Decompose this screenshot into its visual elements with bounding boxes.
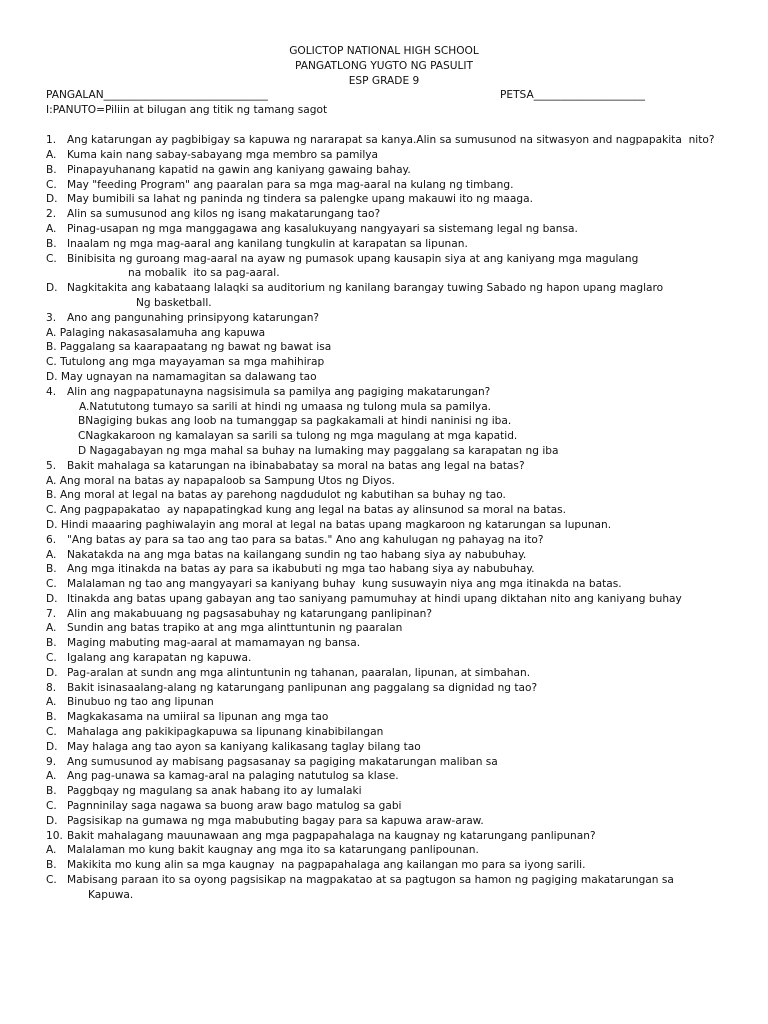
choice-line <box>46 577 700 592</box>
name-field: PANGALAN_______________________________ <box>46 89 268 102</box>
text-line <box>46 888 700 903</box>
question-text: Bakit isinasaalang-alang ng katarungang panlipunan ang paggalang sa dignidad ng tao? <box>67 681 538 694</box>
grade-level: ESP GRADE 9 <box>348 74 420 87</box>
choice-text: Magkakasama na umiiral sa lipunan ang mga tao <box>67 711 329 724</box>
choice-letter: D. <box>46 740 58 753</box>
question-line <box>46 311 700 326</box>
question-line <box>46 385 700 400</box>
choice-line <box>46 799 700 814</box>
choice-line <box>46 281 700 296</box>
choice-letter: D. <box>46 193 58 206</box>
choice-text: D. Hindi maaaring paghiwalayin ang moral at legal na batas upang magkaroon ng katarungan sa lupunan. <box>46 518 612 531</box>
question-line <box>46 133 715 148</box>
choice-line <box>46 725 700 740</box>
question-number: 8. <box>46 681 57 694</box>
choice-text: Malalaman ng tao ang mangyayari sa kaniyang buhay kung susuwayin niya ang mga itinakda na batas. <box>67 578 622 591</box>
student-info-row <box>0 88 768 103</box>
choice-letter: C. <box>46 874 57 887</box>
text-line <box>46 296 700 311</box>
choice-line <box>46 621 700 636</box>
question-text: Ang katarungan ay pagbibigay sa kapuwa ng nararapat sa kanya.Alin sa sumusunod na sitwasyon and nagpapakita nito? <box>67 134 715 147</box>
choice-text: D. May ugnayan na namamagitan sa dalawang tao <box>46 370 317 383</box>
choice-text: Kapuwa. <box>88 888 134 901</box>
choice-letter: A. <box>46 770 57 783</box>
question-text: Bakit mahalaga sa katarungan na ibinababatay sa moral na batas ang legal na batas? <box>67 459 525 472</box>
choice-line <box>46 148 700 163</box>
question-line <box>46 829 700 844</box>
text-line <box>46 488 700 503</box>
choice-line <box>46 636 700 651</box>
choice-text: Pag-aralan at sundn ang mga alintuntunin ng tahanan, paaralan, lipunan, at simbahan. <box>67 666 531 679</box>
question-number: 7. <box>46 607 57 620</box>
choice-letter: D. <box>46 282 58 295</box>
text-line <box>46 400 700 415</box>
exam-header <box>0 44 768 88</box>
choice-letter: D. <box>46 666 58 679</box>
choice-text: Makikita mo kung alin sa mga kaugnay na pagpapahalaga ang kailangan mo para sa iyong sarili. <box>67 859 586 872</box>
choice-line <box>46 592 700 607</box>
choice-line <box>46 769 700 784</box>
choice-line <box>46 651 700 666</box>
choice-line <box>46 222 700 237</box>
choice-letter: A. <box>46 548 57 561</box>
choice-line <box>46 710 700 725</box>
choice-line <box>46 178 700 193</box>
choice-text: Ng basketball. <box>136 296 212 309</box>
choice-text: B. Ang moral at legal na batas ay parehong nagdudulot ng kabutihan sa buhay ng tao. <box>46 489 506 502</box>
question-text: Ang sumusunod ay mabisang pagsasanay sa pagiging makatarungan maliban sa <box>67 755 498 768</box>
choice-letter: C. <box>46 252 57 265</box>
text-line <box>46 444 700 459</box>
choice-text: Malalaman mo kung bakit kaugnay ang mga ito sa katarungang panlipounan. <box>67 844 479 857</box>
choice-text: Inaalam ng mga mag-aaral ang kanilang tungkulin at karapatan sa lipunan. <box>67 237 468 250</box>
question-number: 5. <box>46 459 57 472</box>
choice-letter: B. <box>46 859 57 872</box>
choice-line <box>46 237 700 252</box>
choice-text: May bumibili sa lahat ng paninda ng tindera sa palengke upang makauwi ito ng maaga. <box>67 193 533 206</box>
choice-text: Itinakda ang batas upang gabayan ang tao saniyang pamumuhay at hindi upang diktahan nito ang kaniyang buhay <box>67 592 682 605</box>
choice-letter: A. <box>46 696 57 709</box>
choice-line <box>46 843 700 858</box>
choice-text: Igalang ang karapatan ng kapuwa. <box>67 652 252 665</box>
choice-text: Maging mabuting mag-aaral at mamamayan ng bansa. <box>67 637 361 650</box>
choice-text: A. Ang moral na batas ay napapaloob sa Sampung Utos ng Diyos. <box>46 474 395 487</box>
date-field: PETSA_____________________ <box>500 89 645 102</box>
text-line <box>46 429 700 444</box>
question-number: 6. <box>46 533 57 546</box>
text-line <box>46 370 700 385</box>
choice-text: Nakatakda na ang mga batas na kailangang sundin ng tao habang siya ay nabubuhay. <box>67 548 527 561</box>
choice-text: May "feeding Program" ang paaralan para sa mga mag-aaral na kulang ng timbang. <box>67 178 514 191</box>
exam-title: PANGATLONG YUGTO NG PASULIT <box>294 59 474 72</box>
choice-letter: B. <box>46 163 57 176</box>
choice-line <box>46 873 700 888</box>
choice-text: BNagiging bukas ang loob na tumanggap sa pagkakamali at hindi naninisi ng iba. <box>78 415 512 428</box>
text-line <box>46 518 700 533</box>
question-number: 9. <box>46 755 57 768</box>
choice-letter: D. <box>46 814 58 827</box>
question-number: 1. <box>46 134 57 147</box>
text-line <box>46 503 700 518</box>
choice-letter: A. <box>46 148 57 161</box>
choice-text: B. Paggalang sa kaarapaatang ng bawat ng bawat isa <box>46 341 332 354</box>
choice-letter: C. <box>46 178 57 191</box>
choice-text: Binubuo ng tao ang lipunan <box>67 696 214 709</box>
choice-text: Pagsisikap na gumawa ng mga mabubuting bagay para sa kapuwa araw-araw. <box>67 814 484 827</box>
question-line <box>46 459 700 474</box>
choice-text: A.Natututong tumayo sa sarili at hindi ng umaasa ng tulong mula sa pamilya. <box>79 400 492 413</box>
choice-text: Kuma kain nang sabay-sabayang mga membro sa pamilya <box>67 148 379 161</box>
instructions: I:PANUTO=Piliin at bilugan ang titik ng tamang sagot <box>46 104 328 117</box>
text-line <box>46 355 700 370</box>
text-line <box>46 266 700 281</box>
question-text: Bakit mahalagang mauunawaan ang mga pagpapahalaga na kaugnay ng katarungang panlipunan? <box>67 829 596 842</box>
choice-text: Mahalaga ang pakikipagkapuwa sa lipunang kinabibilangan <box>67 726 384 739</box>
choice-letter: C. <box>46 652 57 665</box>
text-line <box>46 474 700 489</box>
choice-text: A. Palaging nakasasalamuha ang kapuwa <box>46 326 266 339</box>
choice-text: Pagnninilay saga nagawa sa buong araw bago matulog sa gabi <box>67 800 402 813</box>
choice-line <box>46 548 700 563</box>
question-number: 2. <box>46 208 57 221</box>
choice-letter: A. <box>46 222 57 235</box>
question-number: 10. <box>46 829 63 842</box>
choice-text: Binibisita ng guroang mag-aaral na ayaw ng pumasok upang kausapin siya at ang kaniyang mga magulang <box>67 252 639 265</box>
choice-text: Ang pag-unawa sa kamag-aral na palaging natutulog sa klase. <box>67 770 399 783</box>
choice-letter: C. <box>46 726 57 739</box>
question-text: Alin ang nagpapatunayna nagsisimula sa pamilya ang pagiging makatarungan? <box>67 385 491 398</box>
choice-line <box>46 252 700 267</box>
choice-text: Nagkitakita ang kabataang lalaqki sa auditorium ng kanilang barangay tuwing Sabado ng hapon upang maglaro <box>67 282 664 295</box>
question-number: 3. <box>46 311 57 324</box>
choice-text: Sundin ang batas trapiko at ang mga alinttuntunin ng paaralan <box>67 622 403 635</box>
choice-text: C. Tutulong ang mga mayayaman sa mga mahihirap <box>46 356 325 369</box>
choice-text: Paggbqay ng magulang sa anak habang ito ay lumalaki <box>67 785 362 798</box>
choice-text: na mobalik ito sa pag-aaral. <box>128 267 280 280</box>
choice-line <box>46 163 700 178</box>
choice-letter: D. <box>46 592 58 605</box>
choice-letter: C. <box>46 578 57 591</box>
choice-line <box>46 695 700 710</box>
choice-text: Pinapayuhanang kapatid na gawin ang kaniyang gawaing bahay. <box>67 163 411 176</box>
text-line <box>46 340 700 355</box>
choice-line <box>46 814 700 829</box>
question-text: Alin sa sumusunod ang kilos ng isang makatarungang tao? <box>67 208 381 221</box>
choice-line <box>46 740 700 755</box>
choice-text: Pinag-usapan ng mga manggagawa ang kasalukuyang nangyayari sa sistemang legal ng bansa. <box>67 222 578 235</box>
question-line <box>46 681 700 696</box>
choice-letter: B. <box>46 711 57 724</box>
question-text: Ano ang pangunahing prinsipyong katarungan? <box>67 311 320 324</box>
choice-letter: B. <box>46 785 57 798</box>
question-line <box>46 755 700 770</box>
question-list <box>0 133 715 902</box>
question-text: "Ang batas ay para sa tao ang tao para sa batas." Ano ang kahulugan ng pahayag na ito? <box>67 533 544 546</box>
choice-text: CNagkakaroon ng kamalayan sa sarili sa tulong ng mga magulang at mga kapatid. <box>78 430 518 443</box>
choice-line <box>46 784 700 799</box>
choice-line <box>46 192 700 207</box>
choice-text: May halaga ang tao ayon sa kaniyang kalikasang taglay bilang tao <box>67 740 421 753</box>
question-line <box>46 533 700 548</box>
choice-letter: C. <box>46 800 57 813</box>
choice-letter: A. <box>46 844 57 857</box>
text-line <box>46 414 700 429</box>
choice-line <box>46 666 700 681</box>
question-text: Alin ang makabuuang ng pagsasabuhay ng katarungang panlipinan? <box>67 607 432 620</box>
choice-letter: B. <box>46 563 57 576</box>
choice-text: Ang mga itinakda na batas ay para sa ikabubuti ng mga tao habang siya ay nabubuhay. <box>67 563 535 576</box>
school-name: GOLICTOP NATIONAL HIGH SCHOOL <box>289 45 479 57</box>
choice-text: C. Ang pagpapakatao ay napapatingkad kung ang legal na batas ay alinsunod sa moral na batas. <box>46 504 567 517</box>
choice-letter: B. <box>46 237 57 250</box>
spacer <box>0 118 768 133</box>
choice-letter: A. <box>46 622 57 635</box>
text-line <box>46 326 700 341</box>
choice-line <box>46 858 700 873</box>
choice-text: Mabisang paraan ito sa oyong pagsisikap na magpakatao at sa pagtugon sa hamon ng pagiging makatarungan sa <box>67 874 674 887</box>
question-line <box>46 207 700 222</box>
choice-text: D Nagagabayan ng mga mahal sa buhay na lumaking may paggalang sa karapatan ng iba <box>78 444 559 457</box>
question-line <box>46 607 700 622</box>
choice-line <box>46 562 700 577</box>
question-number: 4. <box>46 385 57 398</box>
choice-letter: B. <box>46 637 57 650</box>
